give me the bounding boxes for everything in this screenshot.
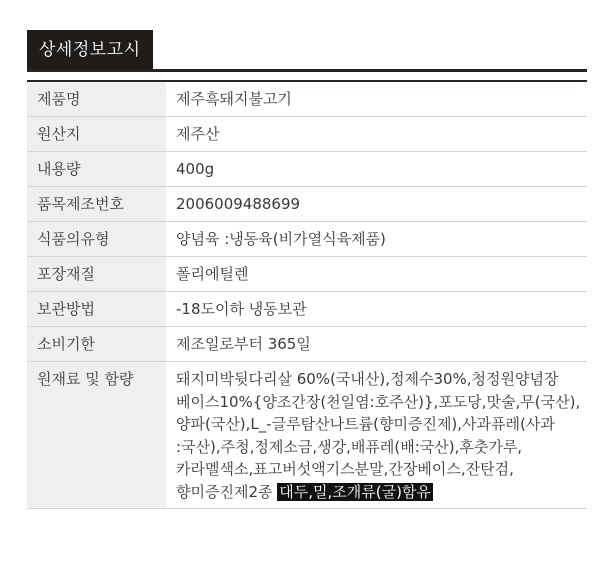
row-product-name xyxy=(27,81,587,117)
product-info-table xyxy=(27,80,587,509)
row-label: 식품의유형 xyxy=(27,222,166,257)
ingredients-value xyxy=(166,362,587,509)
row-food-type xyxy=(27,222,587,257)
row-value: 폴리에틸렌 xyxy=(166,257,587,292)
row-value: 400g xyxy=(166,152,587,187)
row-value: 제주산 xyxy=(166,117,587,152)
ingredient-line: 돼지미박뒷다리살 60%(국내산),정제수30%,청정원양념장 xyxy=(176,370,559,388)
allergen-highlight: 대두,밀,조개류(굴)함유 xyxy=(279,482,431,501)
row-value: 제조일로부터 365일 xyxy=(166,327,587,362)
row-value: 2006009488699 xyxy=(166,187,587,222)
ingredient-line-last xyxy=(176,481,587,504)
row-ingredients xyxy=(27,362,587,509)
row-net-weight xyxy=(27,152,587,187)
ingredient-line: 양파(국산),L_-글루탐산나트륨(향미증진제),사과퓨레(사과 xyxy=(176,415,555,434)
row-label: 원재료 및 함량 xyxy=(27,362,166,509)
section-title: 상세정보고시 xyxy=(27,30,153,70)
title-bar xyxy=(27,30,587,70)
row-label: 내용량 xyxy=(27,152,166,187)
ingredient-line: 카라멜색소,표고버섯액기스분말,간장베이스,잔탄검, xyxy=(176,460,514,479)
ingredient-line: 베이스10%{양조간장(천일염:호주산)},포도당,맛술,무(국산), xyxy=(176,392,581,411)
ingredient-text: 향미증진제2종 xyxy=(176,482,273,501)
row-value: 제주흑돼지불고기 xyxy=(166,81,587,117)
row-origin xyxy=(27,117,587,152)
ingredient-line: :국산),주청,정제소금,생강,배퓨레(배:국산),후춧가루, xyxy=(176,437,523,456)
row-label: 포장재질 xyxy=(27,257,166,292)
row-packaging xyxy=(27,257,587,292)
row-value: 양념육 :냉동육(비가열식육제품) xyxy=(166,222,587,257)
row-label: 품목제조번호 xyxy=(27,187,166,222)
title-divider xyxy=(27,69,587,72)
row-label: 제품명 xyxy=(27,81,166,117)
row-expiry xyxy=(27,327,587,362)
row-label: 소비기한 xyxy=(27,327,166,362)
row-storage xyxy=(27,292,587,327)
row-label: 보관방법 xyxy=(27,292,166,327)
row-label: 원산지 xyxy=(27,117,166,152)
row-product-report-number xyxy=(27,187,587,222)
row-value: -18도이하 냉동보관 xyxy=(166,292,587,327)
